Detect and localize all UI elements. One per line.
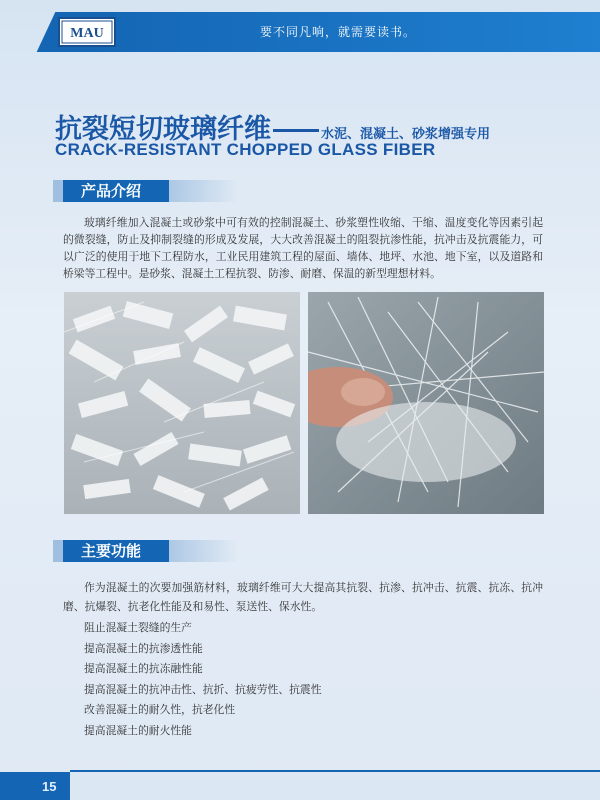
header-slogan: 要不同凡响，就需要读书。: [260, 25, 417, 39]
title-main: 抗裂短切玻璃纤维: [55, 114, 271, 145]
list-item: 提高混凝土的抗冻融性能: [84, 662, 203, 675]
list-item: 提高混凝土的抗渗透性能: [84, 641, 203, 655]
list-item: 改善混凝土的耐久性，抗老化性: [84, 703, 236, 716]
header-banner: [0, 12, 600, 56]
section-heading-functions: 主要功能: [63, 540, 169, 562]
company-logo: [58, 17, 116, 47]
intro-paragraph: 玻璃纤维加入混凝土或砂浆中可有效的控制混凝土、砂浆塑性收缩、干缩、温度变化等因素引起的微裂缝，防止及抑制裂缝的形成及发展，大大改善混凝土的阻裂抗渗性能，抗冲击及抗震能力，可以广泛的使用于地下工程防水，工业民用建筑工程的屋面、墙体、地坪、水池、地下室，以及道路和桥梁等工程中。是砂浆、混凝土工程抗裂、防渗、耐磨、保温的新型理想材料。: [63, 216, 543, 280]
footer-line: [70, 770, 600, 772]
functions-list: [84, 618, 322, 741]
footer-light-strip: [70, 772, 600, 800]
page-number: 15: [42, 779, 57, 794]
list-item: 阻止混凝土裂缝的生产: [84, 621, 192, 634]
product-photo-fiber-in-hand: [308, 292, 544, 514]
title-english: CRACK-RESISTANT CHOPPED GLASS FIBER: [55, 140, 436, 159]
list-item: 提高混凝土的抗冲击性、抗折、抗疲劳性、抗震性: [84, 682, 322, 696]
list-item: 提高混凝土的耐火性能: [84, 723, 192, 737]
title-dash: [273, 129, 319, 132]
svg-text:MAU: MAU: [70, 26, 104, 41]
product-photo-chopped-fiber: [64, 292, 300, 514]
section-heading-intro: 产品介绍: [63, 180, 169, 202]
title-subtitle: 水泥、混凝土、砂浆增强专用: [321, 127, 491, 142]
functions-paragraph: 作为混凝土的次要加强筋材料，玻璃纤维可大大提高其抗裂、抗渗、抗冲击、抗震、抗冻、抗冲磨、抗爆裂、抗老化性能及和易性、泵送性、保水性。: [63, 581, 543, 613]
